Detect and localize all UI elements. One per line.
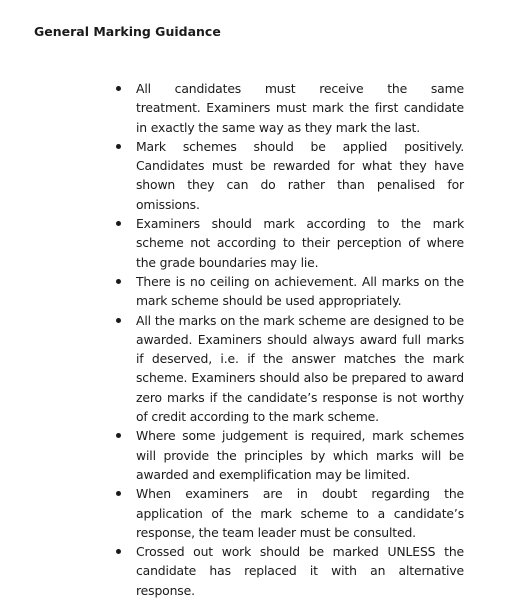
word: receive (319, 81, 364, 96)
word: candidates (174, 81, 242, 96)
list-item (112, 311, 464, 427)
guidance-list (112, 79, 464, 600)
list-item (112, 272, 464, 311)
bullet-icon (116, 279, 121, 284)
list-item (112, 426, 464, 484)
bullet-icon (116, 144, 121, 149)
bullet-icon (116, 318, 121, 323)
list-item-text: When examiners are in doubt regarding the application of the mark scheme to a candidate’s response, the team leader must be consulted. (136, 486, 464, 540)
bullet-icon (116, 433, 121, 438)
first-line-spread (136, 79, 464, 98)
list-item-text: Mark schemes should be applied positively. Candidates must be rewarded for what they have shown they can do rather than penalised for omissions. (136, 138, 464, 212)
list-item (112, 484, 464, 542)
list-item-text: Examiners should mark according to the mark scheme not according to their perception of where the grade boundaries may lie. (136, 216, 464, 270)
word: must (264, 81, 296, 96)
list-item (112, 542, 464, 600)
list-item-text: Where some judgement is required, mark schemes will provide the principles by which marks will be awarded and exemplification may be limited. (136, 428, 464, 482)
list-item (112, 214, 464, 272)
bullet-icon (116, 491, 121, 496)
list-item (112, 137, 464, 214)
section-heading: General Marking Guidance (34, 24, 221, 39)
word: same (430, 81, 464, 96)
word: the (387, 81, 408, 96)
list-item-text (136, 79, 464, 137)
list-item (112, 79, 464, 137)
list-item-text: Crossed out work should be marked UNLESS the candidate has replaced it with an alternative response. (136, 544, 464, 598)
bullet-icon (116, 86, 121, 91)
bullet-icon (116, 549, 121, 554)
list-item-text: All the marks on the mark scheme are designed to be awarded. Examiners should always award full marks if deserved, i.e. if the answer matches the mark scheme. Examiners should also be prepared to award zero marks if the candidate’s response is not worthy of credit according to the mark scheme. (136, 312, 464, 425)
list-item-text: There is no ceiling on achievement. All marks on the mark scheme should be used appropriately. (136, 273, 464, 309)
list-item-continuation: treatment. Examiners must mark the first candidate in exactly the same way as they mark the last. (136, 100, 464, 135)
word: All (136, 81, 151, 96)
bullet-icon (116, 221, 121, 226)
